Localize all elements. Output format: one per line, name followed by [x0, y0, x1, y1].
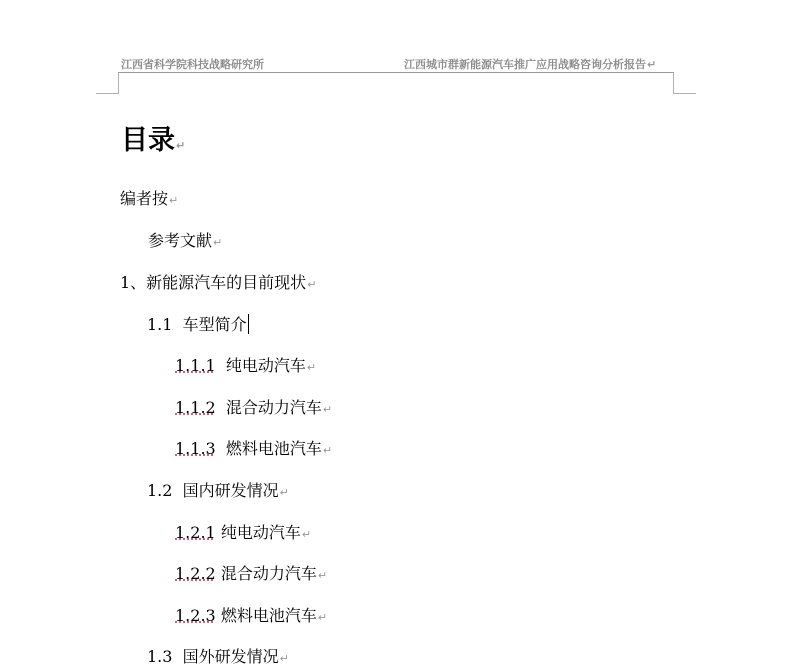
toc-title — [121, 118, 185, 157]
toc-entry-number: 1.2.3 — [175, 606, 216, 625]
paragraph-mark-icon: ↵ — [307, 278, 317, 291]
toc-entry-1-1-3[interactable] — [175, 439, 332, 461]
header-left-label: 江西省科学院科技战略研究所 — [121, 58, 264, 71]
toc-entry-number: 1.1.2 — [175, 398, 216, 417]
crop-mark-right-vertical — [673, 73, 674, 94]
toc-entry-1-2-3[interactable] — [175, 606, 327, 628]
toc-entry-number: 1.2.1 — [175, 523, 216, 542]
toc-entry-1-2[interactable] — [147, 481, 289, 503]
paragraph-mark-icon: ↵ — [647, 58, 657, 71]
toc-entry-number: 1.2.2 — [175, 564, 216, 583]
crop-mark-right — [673, 93, 696, 94]
toc-entry-text: 燃料电池汽车 — [225, 439, 322, 458]
paragraph-mark-icon: ↵ — [169, 194, 179, 207]
toc-entry-text: 车型简介 — [182, 315, 247, 334]
toc-entry-number: 1.1.3 — [175, 439, 216, 458]
toc-entry-text: 国内研发情况 — [182, 481, 279, 500]
toc-entry-1-2-2[interactable] — [175, 564, 327, 586]
toc-entry-text: 纯电动汽车 — [220, 523, 301, 542]
header-left-text — [121, 56, 264, 72]
toc-entry-text: 燃料电池汽车 — [220, 606, 317, 625]
toc-entry-text: 编者按 — [120, 189, 169, 208]
crop-mark-left — [96, 93, 119, 94]
header-rule — [118, 72, 674, 73]
toc-entry-number: 1.3 — [147, 647, 173, 666]
toc-entry-text: 国外研发情况 — [182, 647, 279, 666]
paragraph-mark-icon: ↵ — [317, 611, 328, 624]
paragraph-mark-icon: ↵ — [306, 361, 317, 374]
toc-entry-text: 混合动力汽车 — [225, 398, 322, 417]
paragraph-mark-icon: ↵ — [301, 528, 312, 541]
toc-entry-text: 纯电动汽车 — [225, 356, 306, 375]
toc-entry-1-1[interactable] — [147, 314, 249, 335]
toc-entry-number: 1.1.1 — [175, 356, 216, 375]
toc-entry-chapter-1[interactable] — [120, 273, 316, 295]
paragraph-mark-icon: ↵ — [279, 486, 289, 499]
toc-entry-1-2-1[interactable] — [175, 523, 311, 545]
toc-entry-text: 1、新能源汽车的目前现状 — [120, 273, 307, 292]
toc-entry-number: 1.2 — [147, 481, 173, 500]
text-cursor — [248, 314, 249, 334]
paragraph-mark-icon: ↵ — [213, 236, 223, 249]
toc-entry-editors-note[interactable] — [120, 189, 178, 211]
header-right-label: 江西城市群新能源汽车推广应用战略咨询分析报告 — [404, 58, 646, 71]
paragraph-mark-icon: ↵ — [176, 139, 186, 152]
toc-title-text: 目录 — [121, 125, 175, 156]
toc-entry-number: 1.1 — [147, 315, 173, 334]
paragraph-mark-icon: ↵ — [317, 569, 328, 582]
crop-mark-left-vertical — [118, 73, 119, 94]
toc-entry-references[interactable] — [148, 231, 222, 253]
toc-entry-1-1-1[interactable] — [175, 356, 316, 378]
paragraph-mark-icon: ↵ — [322, 403, 333, 416]
toc-entry-text: 参考文献 — [148, 231, 213, 250]
toc-entry-text: 混合动力汽车 — [220, 564, 317, 583]
header-right-text — [404, 56, 656, 72]
toc-entry-1-1-2[interactable] — [175, 398, 332, 420]
paragraph-mark-icon: ↵ — [279, 652, 289, 665]
toc-entry-1-3[interactable] — [147, 647, 289, 669]
paragraph-mark-icon: ↵ — [322, 444, 333, 457]
